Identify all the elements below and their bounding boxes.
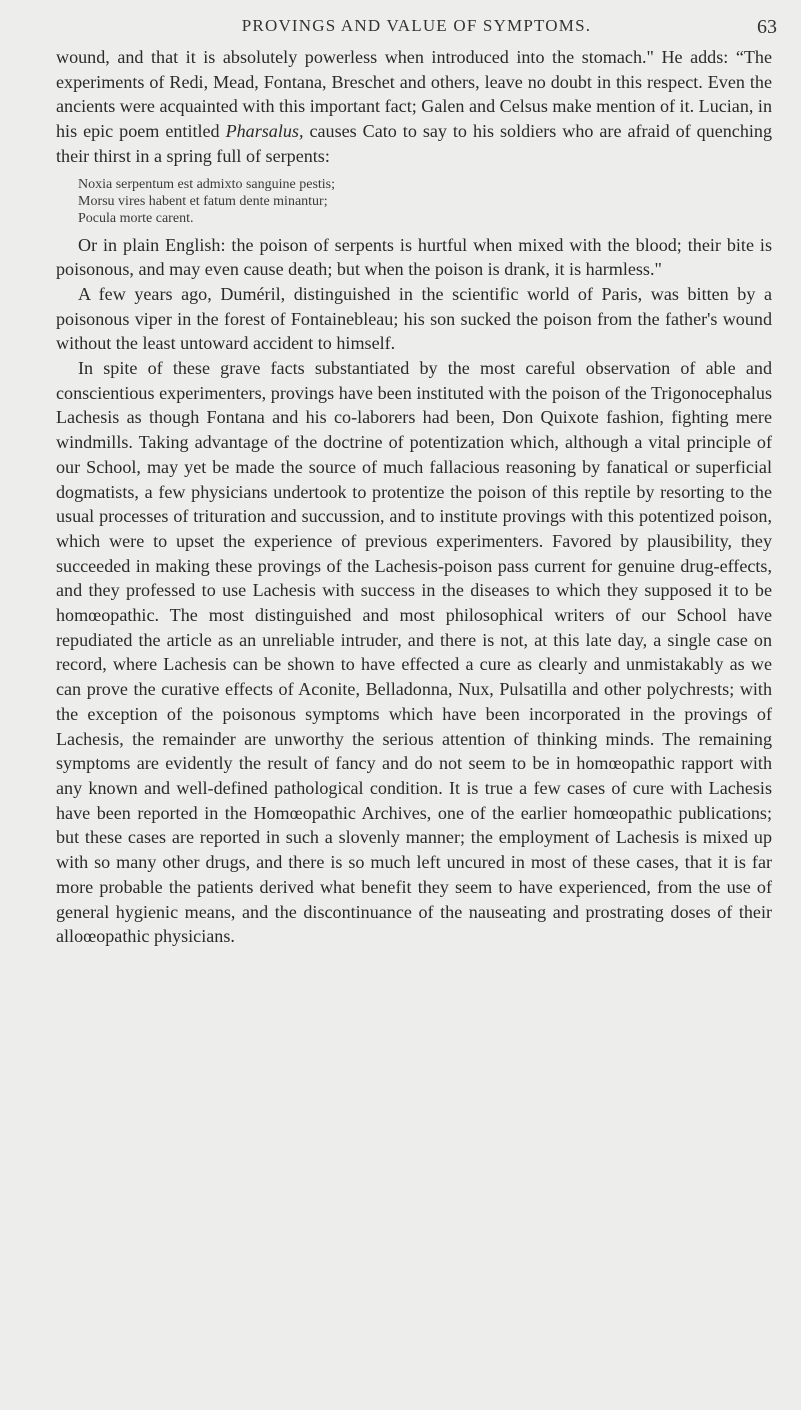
page-number: 63 — [757, 16, 777, 38]
verse-line: Pocula morte carent. — [78, 210, 194, 226]
verse-line: Morsu vires habent et fatum dente minantur; — [78, 193, 328, 209]
running-head — [56, 16, 777, 40]
paragraph: In spite of these grave facts substantiated by the most careful observation of able and conscientious experimenters, provings have been instituted with the poison of the Trigonocephalus Lachesis as though Fontana and his co-laborers had been, Don Quixote fashion, fighting mere windmills. Taking advantage of the doctrine of potentization which, although a vital principle of our School, may yet be made the source of much fallacious reasoning by fanatical or superficial dogmatists, a few physicians undertook to protentize the poison of this reptile by resorting to the usual processes of trituration and succussion, and to institute provings with this potentized poison, which were to upset the experience of previous experimenters. Favored by plausibility, they succeeded in making these provings of the Lachesis-poison pass current for genuine drug-effects, and they professed to use Lachesis with success in the diseases to which they supposed it to be homœopathic. The most distinguished and most philosophical writers of our School have repudiated the article as an unreliable intruder, and there is not, at this late day, a single case on record, where Lachesis can be shown to have effected a cure as clearly and unmistakably as we can prove the curative effects of Aconite, Belladonna, Nux, Pulsatilla and other polychrests; with the exception of the poisonous symptoms which have been incorporated in the provings of Lachesis, the remainder are unworthy the serious attention of thinking minds. The remaining symptoms are evidently the result of fancy and do not seem to be in homœopathic rapport with any known and well-defined pathological condition. It is true a few cases of cure with Lachesis have been reported in the Homœopathic Archives, one of the earlier homœopathic publications; but these cases are reported in such a slovenly manner; the employment of Lachesis is mixed up with so many other drugs, and there is so much left uncured in most of these cases, that it is far more probable the patients derived what benefit they seem to have experienced, from the use of general hygienic means, and the discontinuance of the nauseating and prostrating doses of their alloœopathic physicians. — [56, 358, 772, 947]
poem-title: Pharsalus, — [225, 121, 304, 142]
latin-verse-quote — [78, 176, 772, 227]
paragraph: Or in plain English: the poison of serpents is hurtful when mixed with the blood; their bite is poisonous, and may even cause death; but when the poison is drank, it is harmless." — [56, 234, 772, 280]
verse-line: Noxia serpentum est admixto sanguine pestis; — [78, 176, 336, 192]
paragraph: A few years ago, Duméril, distinguished in the scientific world of Paris, was bitten by a poisonous viper in the forest of Fontainebleau; his son sucked the poison from the father's wound without the least untoward accident to himself. — [56, 283, 772, 354]
running-title: PROVINGS AND VALUE OF SYMPTOMS. — [241, 16, 592, 35]
paragraph-continuation — [56, 45, 772, 169]
paragraph-text: wound, and that it is absolutely powerless when introduced into the stomach." He adds: “The experiments of Redi, Mead, Fontana, Breschet and others, leave no doubt in this respect. Even the ancients were acquainted with this important fact; Galen and Celsus make mention of it. Lucian, in his epic poem entitled — [56, 47, 773, 142]
body-text — [56, 45, 772, 949]
paragraph-text: causes Cato to say to his soldiers who are afraid of quenching their thirst in a spring full of serpents: — [56, 121, 772, 166]
